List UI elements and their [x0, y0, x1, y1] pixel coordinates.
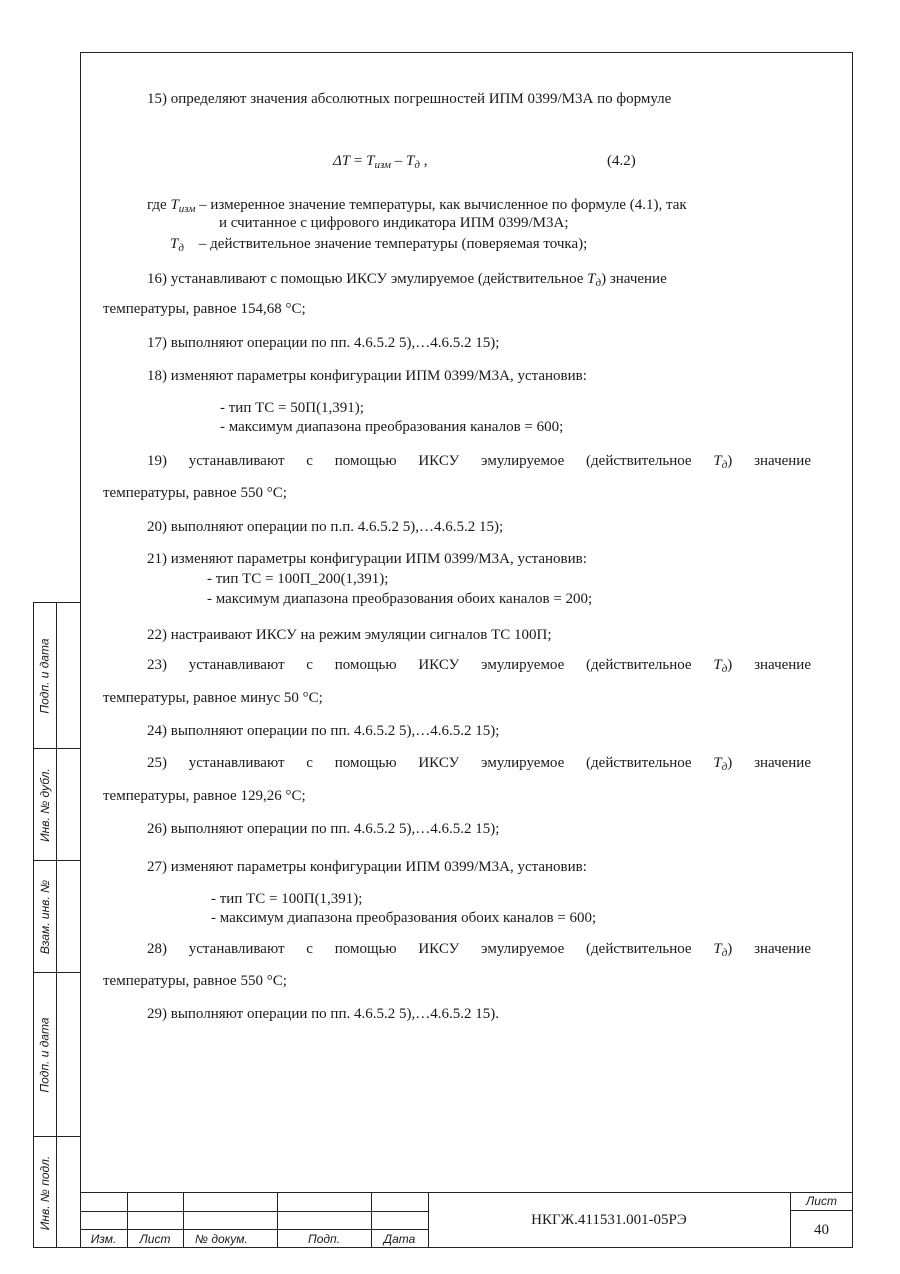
side-cell-inv-dubl: Инв. № дубл.	[34, 749, 80, 861]
where-line-3: $T_д$ – действительное значение температуры (поверяемая точка);	[170, 236, 588, 254]
sheet-number: 40	[814, 1222, 829, 1238]
side-cell-inv-podl: Инв. № подл.	[38, 1155, 52, 1231]
tb-dokum: № докум.	[195, 1232, 248, 1246]
paragraph-18-item-b: - максимум диапазона преобразования каналов = 600;	[220, 419, 564, 435]
tb-list: Лист	[139, 1232, 171, 1246]
paragraph-27: 27) изменяют параметры конфигурации ИПМ 0399/М3А, установив:	[147, 859, 587, 875]
paragraph-15: 15) определяют значения абсолютных погрешностей ИПМ 0399/М3А по формуле	[147, 91, 672, 107]
where-line-2: и считанное с цифрового индикатора ИПМ 0399/М3А;	[219, 215, 569, 231]
formula-t-d: $T_д$	[406, 153, 420, 171]
formula-4-2: $\Delta T = T_{изм} - T_д$ ,	[333, 153, 428, 171]
paragraph-25: 25) устанавливают с помощью ИКСУ эмулируемое (действительное $T_д$) значение	[147, 755, 811, 773]
paragraph-20: 20) выполняют операции по п.п. 4.6.5.2 5),…4.6.5.2 15);	[147, 519, 504, 535]
paragraph-28-cont: температуры, равное 550 °С;	[103, 973, 287, 989]
formula-number: (4.2)	[607, 153, 636, 169]
document-number: НКГЖ.411531.001-05РЭ	[531, 1212, 687, 1228]
paragraph-16: 16) устанавливают с помощью ИКСУ эмулируемое (действительное $T_д$) значение	[147, 271, 667, 289]
paragraph-25-cont: температуры, равное 129,26 °С;	[103, 788, 306, 804]
paragraph-21: 21) изменяют параметры конфигурации ИПМ 0399/М3А, установив:	[147, 551, 587, 567]
tb-data: Дата	[383, 1232, 416, 1246]
side-signature-strip	[33, 602, 80, 1248]
paragraph-17: 17) выполняют операции по пп. 4.6.5.2 5),…4.6.5.2 15);	[147, 335, 500, 351]
side-cell-vzam-inv: Взам. инв. №	[34, 861, 80, 973]
tb-izm: Изм.	[90, 1232, 117, 1246]
paragraph-18-item-a: - тип ТС = 50П(1,391);	[220, 400, 364, 416]
paragraph-19-cont: температуры, равное 550 °С;	[103, 485, 287, 501]
paragraph-19: 19) устанавливают с помощью ИКСУ эмулируемое (действительное $T_д$) значение	[147, 453, 811, 471]
paragraph-27-item-a: - тип ТС = 100П(1,391);	[211, 891, 363, 907]
paragraph-27-item-b: - максимум диапазона преобразования обоих каналов = 600;	[211, 910, 597, 926]
paragraph-23-cont: температуры, равное минус 50 °С;	[103, 690, 323, 706]
paragraph-22: 22) настраивают ИКСУ на режим эмуляции сигналов ТС 100П;	[147, 627, 552, 643]
where-t-izm: $T_{изм}$	[170, 197, 196, 215]
side-cell-podp-data-1: Подп. и дата	[34, 603, 80, 749]
formula-t-izm: $T_{изм}$	[366, 153, 392, 171]
paragraph-21-item-b: - максимум диапазона преобразования обоих каналов = 200;	[207, 591, 593, 607]
where-t-d: $T_д$	[170, 236, 184, 254]
paragraph-29: 29) выполняют операции по пп. 4.6.5.2 5),…4.6.5.2 15).	[147, 1006, 499, 1022]
paragraph-23: 23) устанавливают с помощью ИКСУ эмулируемое (действительное $T_д$) значение	[147, 657, 811, 675]
title-block	[80, 1192, 853, 1248]
side-cell-podp-data-2: Подп. и дата	[34, 973, 80, 1137]
where-line-1: где $T_{изм}$ – измеренное значение температуры, как вычисленное по формуле (4.1), так	[147, 197, 687, 215]
paragraph-21-item-a: - тип ТС = 100П_200(1,391);	[207, 571, 389, 587]
paragraph-24: 24) выполняют операции по пп. 4.6.5.2 5),…4.6.5.2 15);	[147, 723, 500, 739]
paragraph-26: 26) выполняют операции по пп. 4.6.5.2 5),…4.6.5.2 15);	[147, 821, 500, 837]
tb-sheet-label: Лист	[806, 1194, 837, 1208]
paragraph-28: 28) устанавливают с помощью ИКСУ эмулируемое (действительное $T_д$) значение	[147, 941, 811, 959]
paragraph-16-cont: температуры, равное 154,68 °С;	[103, 301, 306, 317]
paragraph-18: 18) изменяют параметры конфигурации ИПМ 0399/М3А, установив:	[147, 368, 587, 384]
formula-delta-t: ΔT	[333, 153, 351, 169]
tb-podp: Подп.	[308, 1232, 340, 1246]
